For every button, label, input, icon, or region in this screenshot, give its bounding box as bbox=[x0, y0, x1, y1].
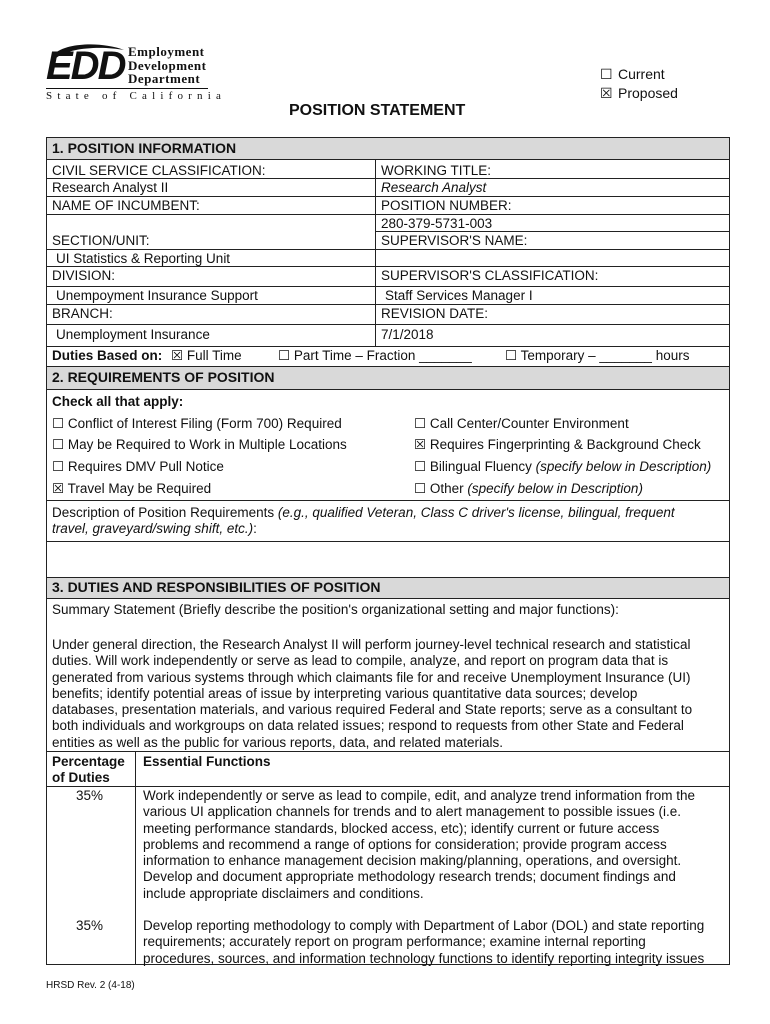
status-proposed[interactable]: ☒ Proposed bbox=[600, 85, 678, 101]
incumbent-label: NAME OF INCUMBENT: bbox=[52, 198, 200, 213]
state-of-california: State of California bbox=[46, 90, 227, 102]
checkbox-current: ☐ bbox=[600, 66, 613, 82]
duty-2-percentage[interactable]: 35% bbox=[76, 918, 104, 933]
form-revision-footer: HRSD Rev. 2 (4-18) bbox=[46, 980, 135, 991]
check-all-label: Check all that apply: bbox=[52, 394, 184, 409]
duty-1-percentage[interactable]: 35% bbox=[76, 788, 104, 803]
department-name: Employment Development Department bbox=[128, 44, 207, 86]
logo-divider bbox=[46, 88, 208, 89]
edd-logo-text: EDD bbox=[46, 44, 125, 88]
branch-label: BRANCH: bbox=[52, 306, 113, 321]
classification-label: CIVIL SERVICE CLASSIFICATION: bbox=[52, 163, 266, 178]
status-current[interactable]: ☐ Current bbox=[600, 66, 665, 82]
division-value[interactable]: Unempoyment Insurance Support bbox=[56, 288, 258, 303]
supervisor-class-label: SUPERVISOR'S CLASSIFICATION: bbox=[381, 268, 599, 283]
position-number-value[interactable]: 280-379-5731-003 bbox=[381, 216, 493, 231]
req-dmv-pull-notice[interactable]: ☐ Requires DMV Pull Notice bbox=[52, 459, 224, 474]
status-options bbox=[600, 65, 678, 103]
revision-date-value[interactable]: 7/1/2018 bbox=[381, 327, 434, 342]
req-conflict-of-interest[interactable]: ☐ Conflict of Interest Filing (Form 700) Required bbox=[52, 416, 342, 431]
branch-value[interactable]: Unemployment Insurance bbox=[56, 327, 210, 342]
full-time-option[interactable]: ☒ Full Time bbox=[171, 348, 242, 363]
req-call-center[interactable]: ☐ Call Center/Counter Environment bbox=[414, 416, 629, 431]
part-time-option[interactable]: ☐ Part Time – Fraction _______ bbox=[278, 348, 472, 363]
duties-column-divider bbox=[135, 751, 136, 965]
position-number-label: POSITION NUMBER: bbox=[381, 198, 512, 213]
temporary-option[interactable]: ☐ Temporary – _______ hours bbox=[505, 348, 690, 363]
req-other[interactable]: ☐ Other (specify below in Description) bbox=[414, 481, 643, 496]
working-title-label: WORKING TITLE: bbox=[381, 163, 492, 178]
duties-based-label: Duties Based on: bbox=[52, 348, 163, 363]
supervisor-class-value[interactable]: Staff Services Manager I bbox=[385, 288, 533, 303]
requirements-description-label: Description of Position Requirements (e.g., qualified Veteran, Class C driver's license, bilingual, frequent bbox=[52, 505, 675, 520]
essential-functions-header: Essential Functions bbox=[143, 754, 271, 769]
summary-statement-label: Summary Statement (Briefly describe the position's organizational setting and major functions): bbox=[52, 602, 619, 617]
checkbox-proposed: ☒ bbox=[600, 85, 613, 101]
working-title-value[interactable]: Research Analyst bbox=[381, 180, 487, 195]
section-unit-value[interactable]: UI Statistics & Reporting Unit bbox=[56, 251, 231, 266]
revision-date-label: REVISION DATE: bbox=[381, 306, 489, 321]
req-fingerprinting[interactable]: ☒ Requires Fingerprinting & Background Check bbox=[414, 437, 701, 452]
summary-statement-text[interactable]: Under general direction, the Research Analyst II will perform journey-level technical research and statistical duties. Will work independently or serve as lead to compile, analyze, and report on program data that is generated from various systems through which claimants file for and receive Unemployment Insurance (UI) benefits; identify potential areas of issue by interpreting various quantitative data sources; develop databases, presentation materials, and various required Federal and State reports; serve as a consultant to both individuals and workgroups on data related issues; respond to requests from other State and Federal entities as well as the public for various reports, data, and related materials. bbox=[52, 637, 693, 750]
duty-1-description[interactable]: Work independently or serve as lead to compile, edit, and analyze trend information from the various UI application channels for trends and to alert management to possible issues (i.e. meeting performance standards, blocked access, etc); identify current or future access problems and recommend a range of options for consideration; provide program access information to enhance management decision making/planning, operations, and oversight. Develop and document appropriate methodology research trends; document findings and include appropriate disclaimers and conditions. bbox=[143, 788, 696, 901]
percentage-header: Percentage bbox=[52, 754, 125, 769]
section-unit-label: SECTION/UNIT: bbox=[52, 233, 150, 248]
req-multiple-locations[interactable]: ☐ May be Required to Work in Multiple Locations bbox=[52, 437, 347, 452]
percentage-header-2: of Duties bbox=[52, 770, 110, 785]
section1-heading: 1. POSITION INFORMATION bbox=[52, 140, 237, 156]
section3-heading: 3. DUTIES AND RESPONSIBILITIES OF POSITION bbox=[52, 579, 381, 595]
req-bilingual[interactable]: ☐ Bilingual Fluency (specify below in Description) bbox=[414, 459, 712, 474]
duty-2-description[interactable]: Develop reporting methodology to comply with Department of Labor (DOL) and state reporting requirements; accurately report on program performance; examine internal reporting procedures, sources, and information technology functions to identify reporting integrity issues bbox=[143, 918, 705, 966]
division-label: DIVISION: bbox=[52, 268, 116, 283]
section2-heading: 2. REQUIREMENTS OF POSITION bbox=[52, 369, 275, 385]
classification-value[interactable]: Research Analyst II bbox=[52, 180, 169, 195]
supervisor-name-label: SUPERVISOR'S NAME: bbox=[381, 233, 528, 248]
page-title: POSITION STATEMENT bbox=[289, 102, 466, 119]
requirements-description-label-cont: travel, graveyard/swing shift, etc.): bbox=[52, 521, 257, 536]
section1-divider bbox=[375, 159, 376, 347]
req-travel[interactable]: ☒ Travel May be Required bbox=[52, 481, 212, 496]
